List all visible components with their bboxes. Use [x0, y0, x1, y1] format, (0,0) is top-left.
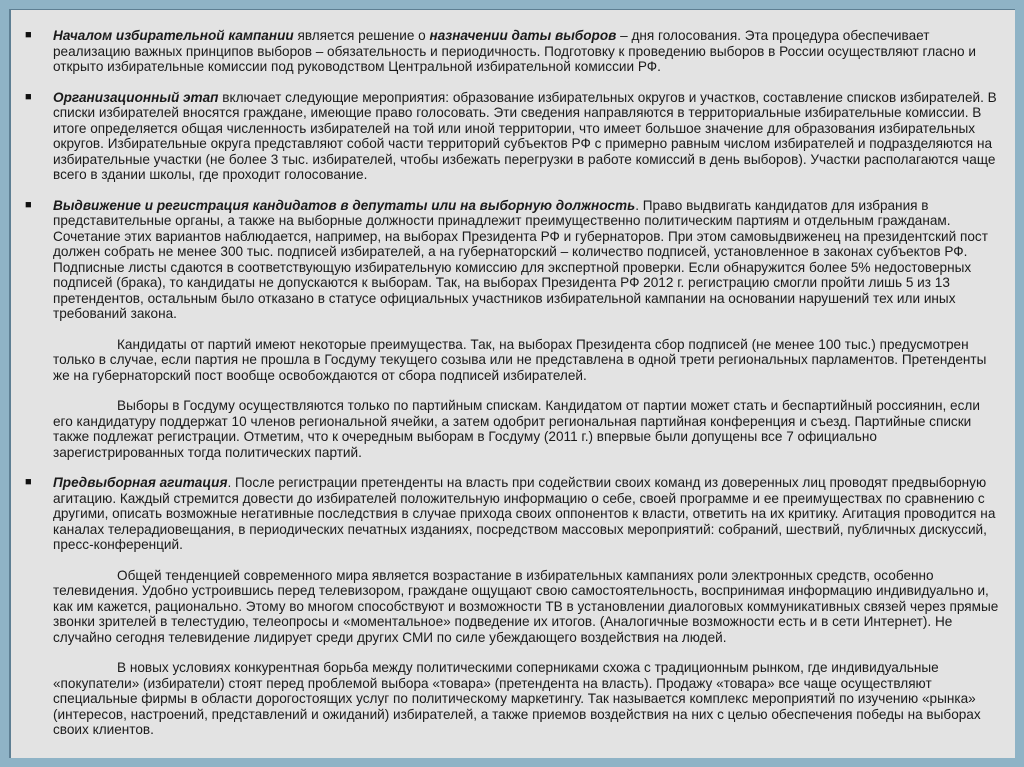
term-organizational-stage: Организационный этап [53, 89, 219, 105]
term-election-date: назначении даты выборов [429, 28, 617, 43]
paragraph-text: является решение о [293, 28, 430, 43]
paragraph-text: . Право выдвигать кандидатов для избрания в представительные органы, а также на выборные должности принадлежит преимущественно политическим партиям и отдельным гражданам. Сочетание этих вариантов наблюдается, например, на выборах Президента РФ и губернаторов. При этом самовыдвиженец на президентский пост должен собрать не менее 300 тыс. подписей избирателей, а на губернаторский – количество подписей, установленное в законах субъектов РФ. Подписные листы сдаются в соответствующую избирательную комиссию для экспертной проверки. Если обнаружится более 5% недостоверных подписей (брака), то кандидаты не допускаются к выборам. Так, на выборах Президента РФ 2012 г. регистрацию смогли пройти лишь 5 из 13 претендентов, остальным было отказано в статусе официальных участников избирательной кампании на основании нарушений тех или иных требований закона. [53, 197, 988, 321]
paragraph-campaigning [25, 475, 1001, 553]
bullet-icon: ■ [25, 29, 32, 41]
paragraph-organizational-stage [25, 90, 1001, 183]
paragraph-political-marketing: В новых условиях конкурентная борьба между политическими соперниками схожа с традиционным рынком, где индивидуальные «покупатели» (избиратели) стоят перед проблемой выбора «товара» (претендента на власть). Продажу «товара» все чаще осуществляют специальные фирмы в области дорогостоящих услуг по политическому маркетингу. Так называется комплекс мероприятий по изучению «рынка» (интересов, настроений, представлений и ожиданий) избирателей, а также приемов воздействия на них с целью обеспечения победы на выборах своих клиентов. [53, 660, 981, 737]
term-campaigning: Предвыборная агитация [53, 475, 228, 490]
paragraph-text: – дня голосования. Эта процедура обеспечивает реализацию важных принципов выборов – обязательность и периодичность. Подготовку к проведению выборов в России осуществляют гласно и открыто избирательные комиссии под руководством Центральной избирательной комиссии РФ. [53, 28, 976, 74]
text-panel [9, 9, 1015, 758]
paragraph-electronic-media: Общей тенденцией современного мира является возрастание в избирательных кампаниях роли электронных средств, особенно телевидения. Удобно устроившись перед телевизором, граждане ощущают свою самостоятельность, воспринимая информацию индивидуально и, как им кажется, рационально. Этому во многом способствуют и возможности ТВ в установлении диалоговых коммуникативных связей через прямые звонки зрителей в телестудию, телеопросы и «моментальное» подведение их итогов. (Аналогичные возможности есть и в сети Интернет). Не случайно сегодня телевидение лидирует среди других СМИ по силе убеждающего воздействия на людей. [53, 567, 999, 645]
term-nomination: Выдвижение и регистрация кандидатов в депутаты или на выборную должность [53, 197, 636, 213]
bullet-icon: ■ [25, 476, 32, 488]
paragraph-campaign-start [25, 28, 1001, 75]
term-campaign-start: Началом избирательной кампании [53, 28, 294, 43]
paragraph-party-candidates: Кандидаты от партий имеют некоторые преимущества. Так, на выборах Президента сбор подписей (не менее 100 тыс.) предусмотрен только в случае, если партия не прошла в Госдуму текущего созыва или не представлена в одной трети региональных парламентов. Претенденты же на губернаторский пост вообще освобождаются от сбора подписей избирателей. [53, 336, 987, 383]
paragraph-text: включает следующие мероприятия: образование избирательных округов и участков, составление списков избирателей. В списки избирателей вносятся граждане, имеющие право голосовать. Эти сведения направляются в территориальные избирательные комиссии. В итоге определяется общая численность избирателей на той или иной территории, что имеет большое значение для образования избирательных округов. Избирательные округа представляют собой части территорий субъектов РФ с примерно равным числом избирателей и подразделяются на избирательные участки (не более 3 тыс. избирателей, чтобы избежать перегрузки в работе комиссий в день выборов). Участки располагаются чаще всего в здании школы, где проходит голосование. [53, 89, 997, 182]
bullet-icon: ■ [25, 198, 32, 211]
paragraph-nomination [25, 198, 1001, 322]
bullet-icon: ■ [25, 90, 32, 103]
paragraph-text: . После регистрации претенденты на власть при содействии своих команд из доверенных лиц проводят предвыборную агитацию. Каждый стремится довести до избирателей положительную информацию о себе, своей программе и ее преимуществах по сравнению с другими, описать возможные негативные последствия в случае прихода своих оппонентов к власти, ответить на их критику. Агитация проводится на каналах телерадиовещания, в периодических печатных изданиях, посредством массовых мероприятий: собраний, шествий, публичных дискуссий, пресс-конференций. [53, 475, 996, 552]
paragraph-duma-elections: Выборы в Госдуму осуществляются только по партийным спискам. Кандидатом от партии может стать и беспартийный россиянин, если его кандидатуру поддержат 10 членов региональной ячейки, а затем одобрит региональная партийная конференция и съезд. Партийные списки также подлежат регистрации. Отметим, что к очередным выборам в Госдуму (2011 г.) впервые были допущены все 7 официально зарегистрированных тогда политических партий. [53, 398, 980, 460]
